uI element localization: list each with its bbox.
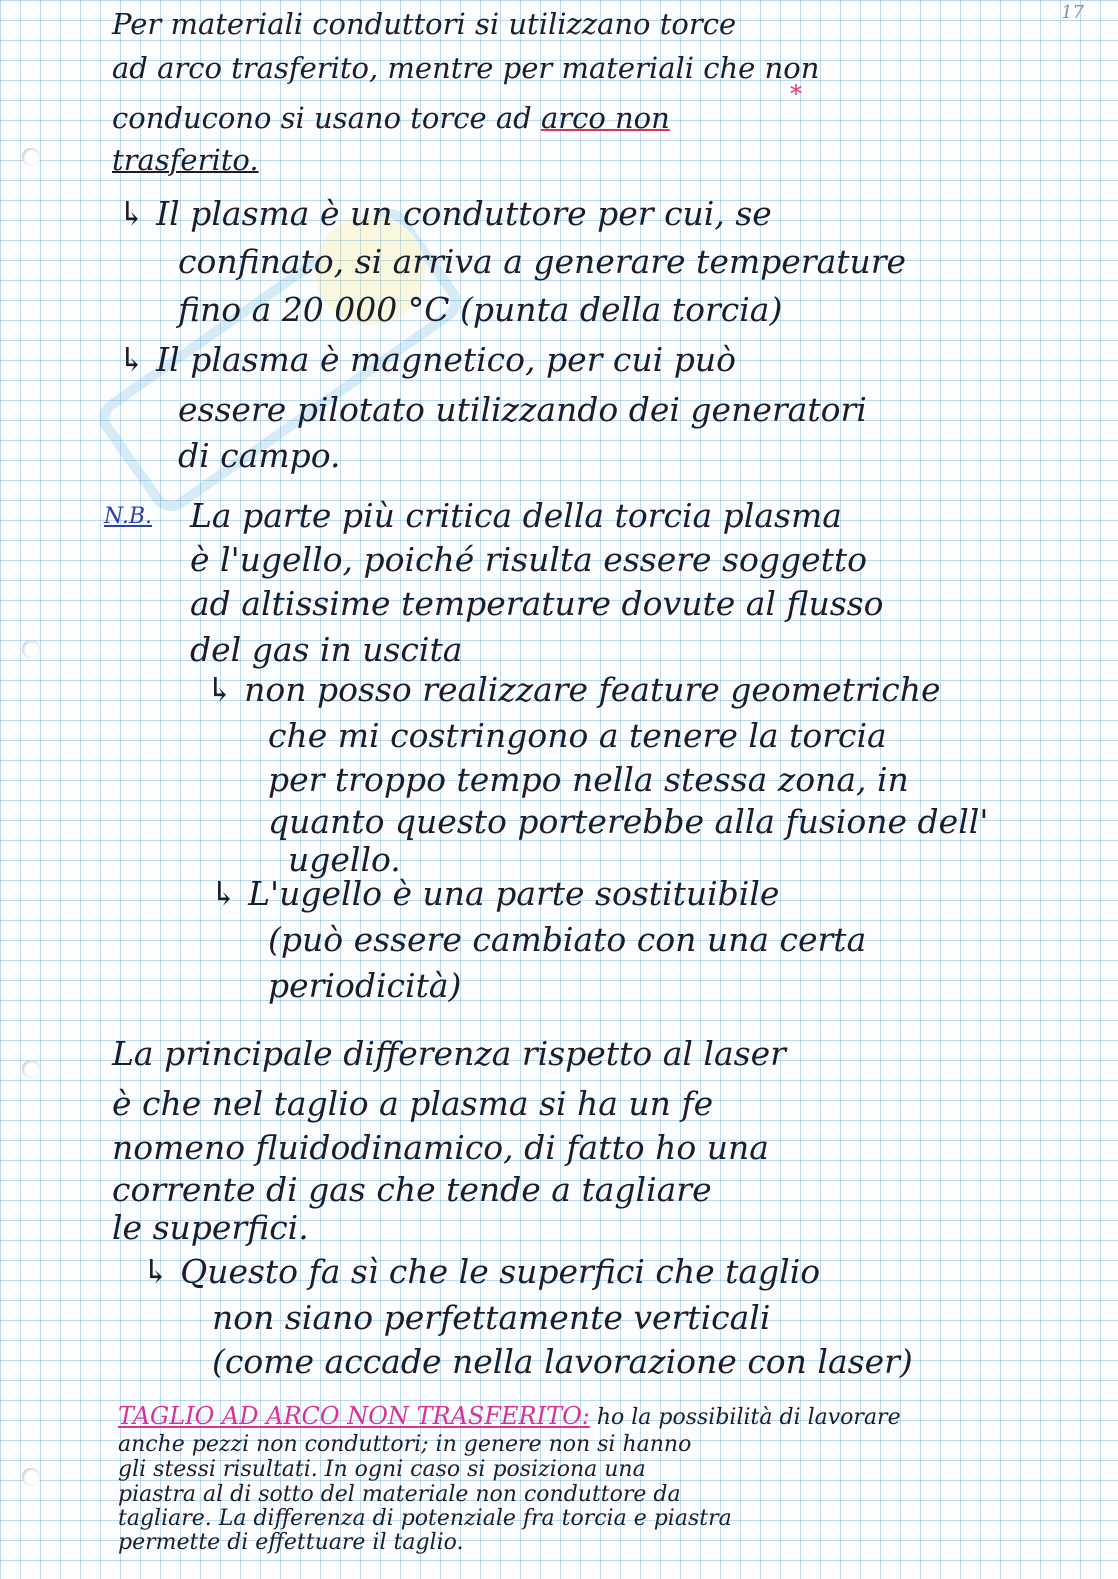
section-heading: TAGLIO AD ARCO NON TRASFERITO: <box>118 1402 590 1430</box>
binder-hole <box>22 640 40 658</box>
text-line: piastra al di sotto del materiale non conduttore da <box>118 1482 681 1507</box>
nb-sub-line: ↳ non posso realizzare feature geometriche <box>206 670 941 709</box>
bullet-line: confinato, si arriva a generare temperature <box>178 242 907 281</box>
bullet-line: fino a 20 000 °C (punta della torcia) <box>178 290 783 329</box>
bullet-line: non siano perfettamente verticali <box>212 1298 771 1337</box>
text-line: trasferito. <box>112 143 259 177</box>
bullet-line: di campo. <box>178 436 341 475</box>
text-line: ad arco trasferito, mentre per materiali che non <box>112 51 820 85</box>
text-line: nomeno fluidodinamico, di fatto ho una <box>112 1128 769 1167</box>
nb-line: del gas in uscita <box>190 630 463 669</box>
page-number: 17 <box>1061 2 1084 23</box>
binder-hole <box>22 1060 40 1078</box>
bullet-line: essere pilotato utilizzando dei generatori <box>178 390 867 429</box>
text-line <box>118 1404 901 1430</box>
binder-hole <box>22 148 40 166</box>
nb-sub-line: per troppo tempo nella stessa zona, in <box>268 760 909 799</box>
text-line: tagliare. La differenza di potenziale fra torcia e piastra <box>118 1506 732 1531</box>
nb-label: N.B. <box>104 504 152 529</box>
text-line: Per materiali conduttori si utilizzano torce <box>112 7 737 41</box>
nb-sub-line: che mi costringono a tenere la torcia <box>268 716 887 755</box>
nb-sub-line: ugello. <box>288 840 401 879</box>
text-line: è che nel taglio a plasma si ha un fe <box>112 1084 714 1123</box>
text-line <box>112 96 670 140</box>
text-segment: conducono si usano torce ad <box>112 101 532 135</box>
nb-sub-line: ↳ L'ugello è una parte sostituibile <box>210 874 780 913</box>
asterisk-mark: * <box>790 80 802 108</box>
text-line: La principale differenza rispetto al laser <box>112 1034 786 1073</box>
text-segment: ho la possibilità di lavorare <box>596 1405 901 1430</box>
text-line: gli stessi risultati. In ogni caso si posiziona una <box>118 1457 646 1482</box>
nb-line: è l'ugello, poiché risulta essere soggetto <box>190 540 867 579</box>
nb-line: La parte più critica della torcia plasma <box>190 496 842 535</box>
nb-sub-line: periodicità) <box>268 966 462 1005</box>
text-line: permette di effettuare il taglio. <box>118 1530 464 1555</box>
text-line: anche pezzi non conduttori; in genere non si hanno <box>118 1432 692 1457</box>
highlighted-term: arco non <box>540 101 670 135</box>
bullet-line: (come accade nella lavorazione con laser) <box>212 1342 913 1381</box>
text-line: corrente di gas che tende a tagliare <box>112 1170 712 1209</box>
nb-sub-line: quanto questo porterebbe alla fusione dell' <box>268 802 989 841</box>
nb-sub-line: (può essere cambiato con una certa <box>268 920 867 959</box>
bullet-line: ↳ Il plasma è magnetico, per cui può <box>118 340 736 379</box>
binder-hole <box>22 1468 40 1486</box>
nb-line: ad altissime temperature dovute al flusso <box>190 584 884 623</box>
text-line: le superfici. <box>112 1208 309 1247</box>
bullet-line: ↳ Questo fa sì che le superfici che taglio <box>142 1252 821 1291</box>
bullet-line: ↳ Il plasma è un conduttore per cui, se <box>118 194 772 233</box>
